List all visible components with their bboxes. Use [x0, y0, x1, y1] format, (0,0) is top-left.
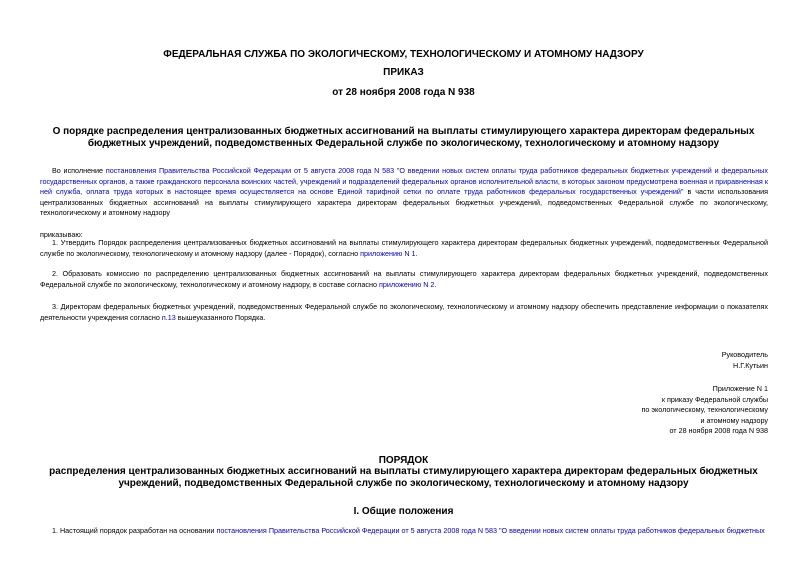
- annex-line-5: от 28 ноября 2008 года N 938: [669, 426, 768, 436]
- document-date: от 28 ноября 2008 года N 938: [332, 87, 475, 98]
- section-heading: I. Общие положения: [353, 506, 454, 517]
- preamble-lead: Во исполнение: [52, 166, 106, 175]
- document-title: О порядке распределения централизованных бюджетных ассигнований на выплаты стимулирующего характера директорам федеральных бюджетных учреждений, подведомственных Федеральной службе по экологическому, технологическому и атомному надзору: [52, 126, 755, 149]
- resolution-583-link[interactable]: постановления Правительства Российской Федерации от 5 августа 2008 года N 583 "О введении новых систем оплаты труда работников федеральных бюджетных учреждений и федеральных государственных органов, а также гражданского персонала воинских частей, учреждений и подразделений федеральных органов исполнительной власти, в которых законом предусмотрена военная и приравненная к ней служба, оплата труда которых в настоящее время осуществляется на основе Единой тарифной сетки по оплате труда работников федеральных государственных учреждений": [40, 166, 768, 197]
- annex-line-4: и атомному надзору: [700, 415, 768, 425]
- order-item-1: [40, 238, 768, 259]
- order-item-1-end: .: [415, 248, 418, 258]
- signatory-position: Руководитель: [721, 350, 768, 359]
- order-item-2: [40, 269, 768, 290]
- clause-1-resolution-link[interactable]: постановления Правительства Российской Федерации от 5 августа 2008 года N 583 "О введении новых систем оплаты труда работников федеральных бюджетных: [216, 526, 765, 535]
- annex-header: [468, 384, 768, 437]
- annex-line-3: по экологическому, технологическому: [641, 405, 768, 415]
- annex-line-1: Приложение N 1: [712, 384, 768, 393]
- signature-block: [468, 350, 768, 371]
- annex-1-link[interactable]: приложению N 1: [360, 248, 416, 258]
- order-item-3: [40, 302, 768, 323]
- preamble-paragraph: [40, 166, 768, 219]
- order-item-3-end: вышеуказанного Порядка.: [175, 312, 266, 322]
- clause-13-link[interactable]: п.13: [161, 312, 176, 322]
- order-item-2-end: .: [434, 279, 437, 289]
- signatory-name: Н.Г.Кутьин: [733, 360, 768, 370]
- order-item-3-text: 3. Директорам федеральных бюджетных учреждений, подведомственных Федеральной службе по экологическому, технологическому и атомному надзору обеспечить представление информации о показателях деятельности учреждения согласно: [40, 302, 768, 322]
- order-item-1-text: 1. Утвердить Порядок распределения централизованных бюджетных ассигнований на выплаты стимулирующего характера директорам федеральных бюджетных учреждений, подведомственных Федеральной службе по экологическому, технологическому и атомному надзору (далее - Порядок), согласно: [40, 238, 768, 258]
- procedure-title: ПОРЯДОК: [378, 455, 429, 466]
- annex-line-2: к приказу Федеральной службы: [661, 394, 768, 404]
- document-type: ПРИКАЗ: [383, 67, 424, 78]
- clause-1: [40, 526, 768, 537]
- procedure-subtitle: распределения централизованных бюджетных ассигнований на выплаты стимулирующего характера директорам федеральных бюджетных учреждений, подведомственных Федеральной службе по экологическому, технологическому и атомному надзору: [49, 466, 758, 489]
- orders-label: приказываю:: [40, 230, 83, 239]
- annex-2-link[interactable]: приложению N 2: [378, 279, 435, 289]
- agency-name: ФЕДЕРАЛЬНАЯ СЛУЖБА ПО ЭКОЛОГИЧЕСКОМУ, ТЕХНОЛОГИЧЕСКОМУ И АТОМНОМУ НАДЗОРУ: [163, 49, 644, 60]
- order-item-2-text: 2. Образовать комиссию по распределению централизованных бюджетных ассигнований на выплаты стимулирующего характера директорам федеральных бюджетных учреждений, подведомственных Федеральной службе по экологическому, технологическому и атомному надзору, в составе согласно: [40, 269, 768, 289]
- clause-1-lead: 1. Настоящий порядок разработан на основании: [52, 526, 217, 535]
- preamble-tail: в части использования централизованных бюджетных ассигнований на выплаты стимулирующего характера директорам федеральных бюджетных учреждений, подведомственных Федеральной службе по экологическому, технологическому и атомному надзору: [40, 187, 768, 218]
